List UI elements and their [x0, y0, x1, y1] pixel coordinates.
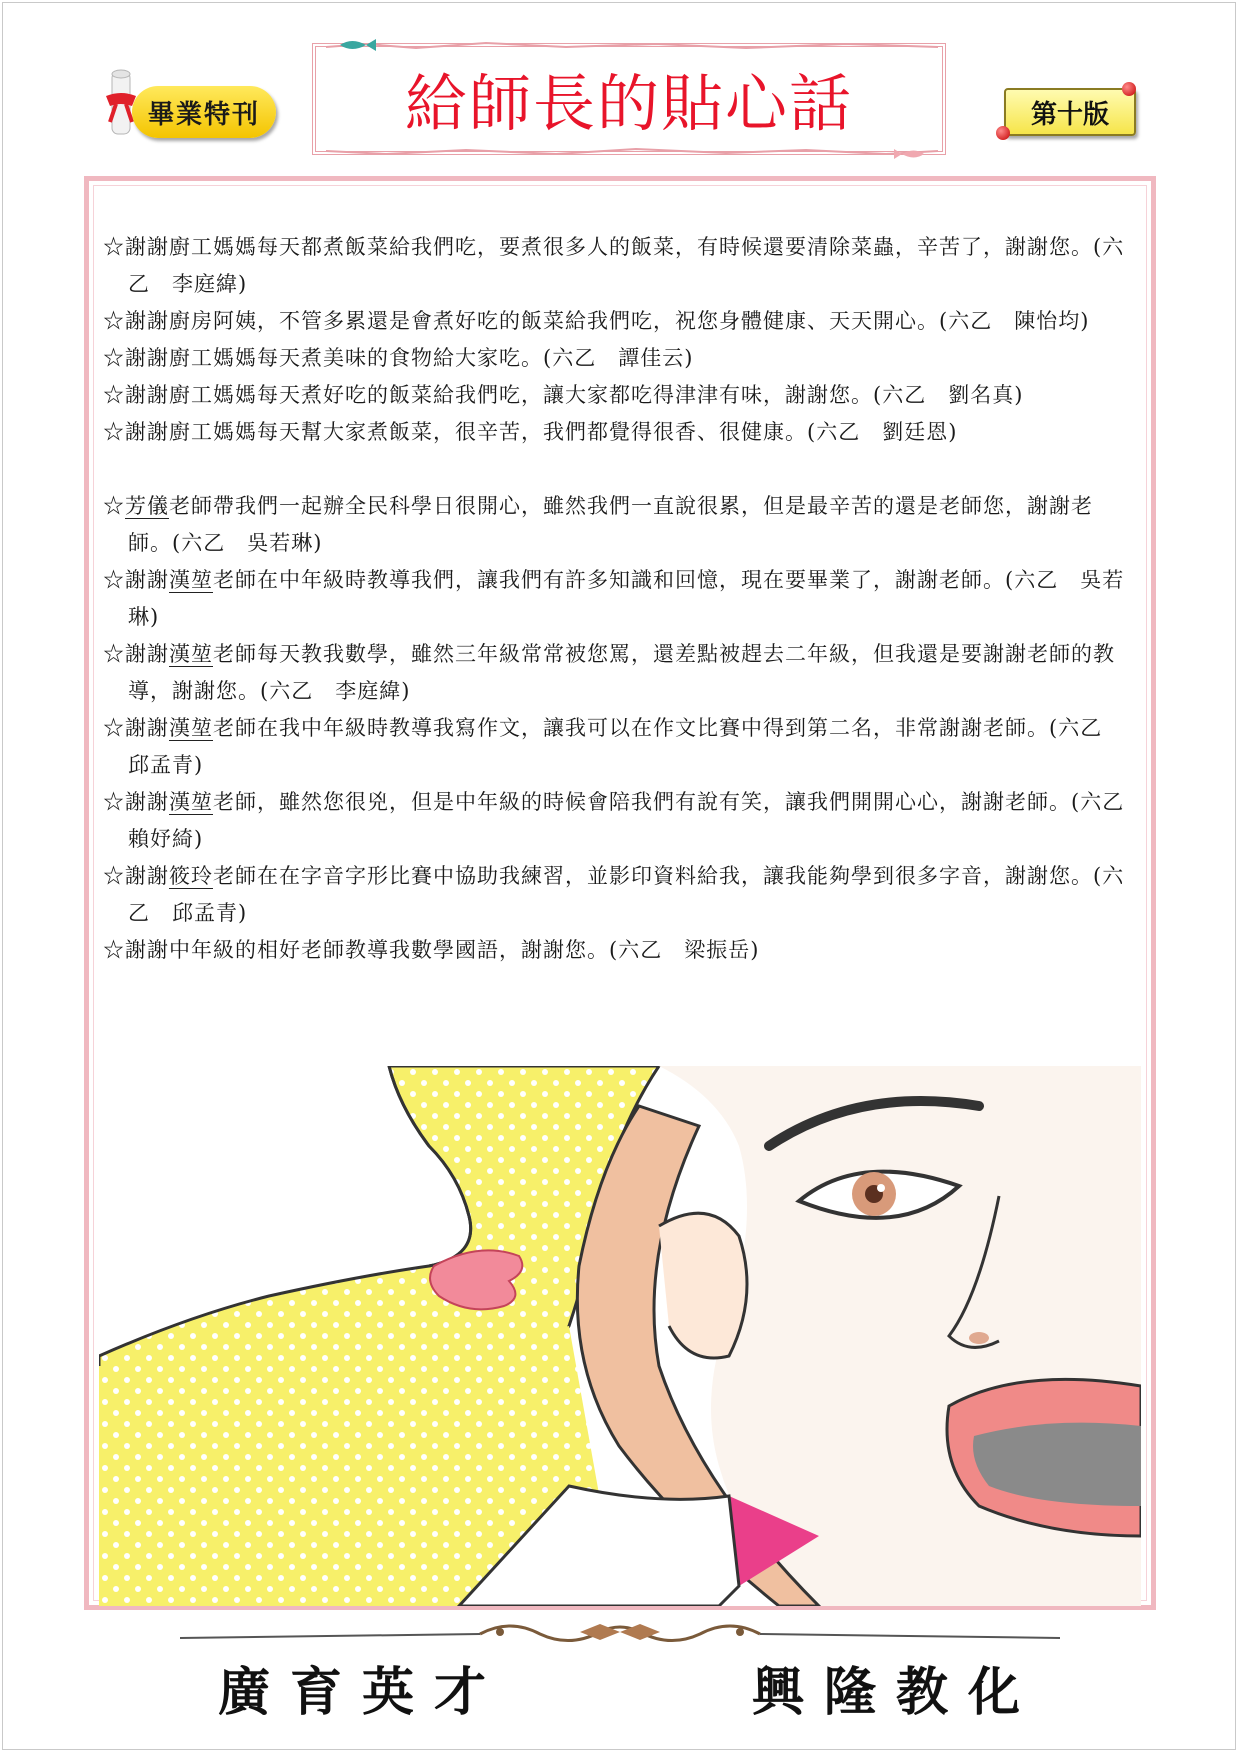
message-item: [103, 562, 1133, 636]
teacher-name: 漢堃: [169, 642, 213, 666]
message-item: [103, 488, 1133, 562]
message-text: ☆謝謝廚工媽媽每天煮好吃的飯菜給我們吃，讓大家都吃得津津有味，謝謝您。(六乙 劉名真): [103, 383, 1024, 407]
message-text: ☆謝謝廚工媽媽每天幫大家煮飯菜，很辛苦，我們都覺得很香、很健康。(六乙 劉廷恩): [103, 420, 958, 444]
message-item: [103, 377, 1133, 414]
fish-ornament-icon: [338, 37, 378, 53]
footer-flourish: [180, 1618, 1060, 1648]
motto-right: 興隆教化: [752, 1662, 1041, 1723]
message-item: [103, 636, 1133, 710]
edition-tag: [990, 82, 1148, 140]
edition-label: 第十版: [1004, 88, 1136, 136]
whisper-illustration: [99, 1066, 1141, 1606]
message-prefix: ☆: [103, 494, 125, 518]
content-frame: [84, 176, 1156, 1610]
pin-icon: [996, 126, 1010, 140]
motto-left: 廣育英才: [218, 1662, 507, 1723]
message-item: [103, 229, 1133, 303]
message-prefix: ☆謝謝: [103, 642, 169, 666]
message-prefix: ☆謝謝: [103, 716, 169, 740]
message-prefix: ☆謝謝: [103, 864, 169, 888]
message-text: 老師帶我們一起辦全民科學日很開心，雖然我們一直說很累，但是最辛苦的還是老師您，謝謝老師。(六乙 吳若琳): [128, 494, 1093, 555]
message-text: ☆謝謝廚房阿姨，不管多累還是會煮好吃的飯菜給我們吃，祝您身體健康、天天開心。(六乙 陳怡均): [103, 309, 1090, 333]
message-text: ☆謝謝中年級的相好老師教導我數學國語，謝謝您。(六乙 梁振岳): [103, 938, 760, 962]
message-text: 老師在中年級時教導我們，讓我們有許多知識和回憶，現在要畢業了，謝謝老師。(六乙 吳若琳): [128, 568, 1125, 629]
message-prefix: ☆謝謝: [103, 568, 169, 592]
message-list: [103, 229, 1147, 969]
teacher-name: 筱玲: [169, 864, 213, 888]
message-item: [103, 858, 1133, 932]
message-item: [103, 303, 1133, 340]
fish-ornament-icon: [894, 147, 926, 161]
message-text: 老師在在字音字形比賽中協助我練習，並影印資料給我，讓我能夠學到很多字音，謝謝您。(六乙 邱孟青): [128, 864, 1125, 925]
teacher-name: 漢堃: [169, 790, 213, 814]
message-text: 老師每天教我數學，雖然三年級常常被您罵，還差點被趕去二年級，但我還是要謝謝老師的教導，謝謝您。(六乙 李庭緯): [128, 642, 1115, 703]
torn-edge-bottom: [326, 147, 938, 157]
message-item: [103, 932, 1133, 969]
pin-icon: [1122, 82, 1136, 96]
message-text: ☆謝謝廚工媽媽每天都煮飯菜給我們吃，要煮很多人的飯菜，有時候還要清除菜蟲，辛苦了，謝謝您。(六乙 李庭緯): [103, 235, 1125, 296]
section-gap: [103, 451, 1133, 488]
message-prefix: ☆謝謝: [103, 790, 169, 814]
message-text: ☆謝謝廚工媽媽每天煮美味的食物給大家吃。(六乙 譚佳云): [103, 346, 694, 370]
title-banner: [312, 43, 946, 155]
graduation-issue-tag: [102, 66, 278, 146]
graduation-issue-label: 畢業特刊: [132, 86, 276, 138]
message-item: [103, 710, 1133, 784]
teacher-name: 芳儀: [125, 494, 169, 518]
page-title: 給師長的貼心話: [404, 67, 853, 140]
message-text: 老師在我中年級時教導我寫作文，讓我可以在作文比賽中得到第二名，非常謝謝老師。(六乙 邱孟青): [128, 716, 1125, 777]
teacher-name: 漢堃: [169, 716, 213, 740]
message-text: 老師，雖然您很兇，但是中年級的時候會陪我們有說有笑，讓我們開開心心，謝謝老師。(六乙 賴妤綺): [128, 790, 1147, 851]
teacher-name: 漢堃: [169, 568, 213, 592]
message-item: [103, 414, 1133, 451]
message-item: [103, 784, 1147, 858]
torn-edge-top: [326, 41, 938, 51]
message-item: [103, 340, 1133, 377]
